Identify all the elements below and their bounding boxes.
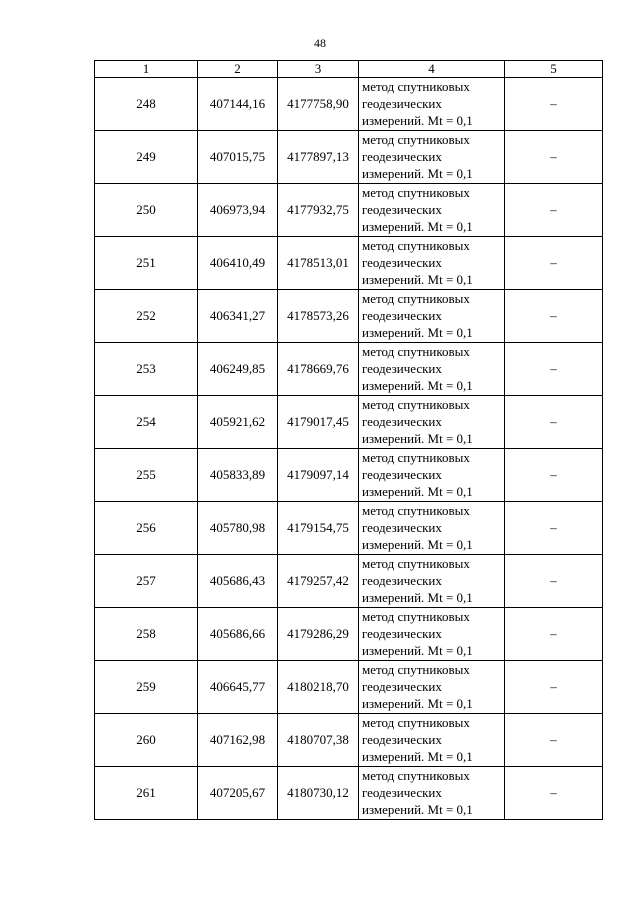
- method-text-line: метод спутниковых: [362, 715, 470, 731]
- y-coordinate-cell: 4177897,13: [278, 130, 359, 183]
- y-coordinate-cell: 4178513,01: [278, 236, 359, 289]
- method-cell: [359, 554, 505, 607]
- point-number-cell: 258: [95, 607, 198, 660]
- method-text-line: измерений. Mt = 0,1: [362, 219, 473, 235]
- method-text-line: метод спутниковых: [362, 79, 470, 95]
- method-text-line: геодезических: [362, 679, 442, 695]
- column-header-4: 4: [359, 61, 505, 78]
- point-number-cell: 253: [95, 342, 198, 395]
- x-coordinate-cell: 406973,94: [198, 183, 278, 236]
- point-number-cell: 257: [95, 554, 198, 607]
- x-coordinate-cell: 405921,62: [198, 395, 278, 448]
- y-coordinate-cell: 4179017,45: [278, 395, 359, 448]
- method-text-line: метод спутниковых: [362, 397, 470, 413]
- method-cell: [359, 713, 505, 766]
- column-5-cell: –: [505, 660, 603, 713]
- method-cell: [359, 130, 505, 183]
- method-text-line: геодезических: [362, 573, 442, 589]
- method-text-line: измерений. Mt = 0,1: [362, 484, 473, 500]
- method-cell: [359, 660, 505, 713]
- method-text-line: метод спутниковых: [362, 503, 470, 519]
- x-coordinate-cell: 407144,16: [198, 77, 278, 130]
- page-number: 48: [314, 36, 326, 50]
- table-row: [95, 289, 603, 342]
- method-text-line: измерений. Mt = 0,1: [362, 113, 473, 129]
- method-cell: [359, 448, 505, 501]
- method-text-line: метод спутниковых: [362, 609, 470, 625]
- column-header-5: 5: [505, 61, 603, 78]
- x-coordinate-cell: 406249,85: [198, 342, 278, 395]
- point-number-cell: 249: [95, 130, 198, 183]
- column-5-cell: –: [505, 501, 603, 554]
- column-5-cell: –: [505, 183, 603, 236]
- point-number-cell: 251: [95, 236, 198, 289]
- table-row: [95, 236, 603, 289]
- method-text-line: геодезических: [362, 414, 442, 430]
- method-text-line: метод спутниковых: [362, 291, 470, 307]
- y-coordinate-cell: 4180707,38: [278, 713, 359, 766]
- point-number-cell: 250: [95, 183, 198, 236]
- x-coordinate-cell: 406341,27: [198, 289, 278, 342]
- y-coordinate-cell: 4179257,42: [278, 554, 359, 607]
- table-row: [95, 395, 603, 448]
- column-5-cell: –: [505, 77, 603, 130]
- method-text-line: измерений. Mt = 0,1: [362, 431, 473, 447]
- method-text-line: метод спутниковых: [362, 132, 470, 148]
- column-5-cell: –: [505, 342, 603, 395]
- y-coordinate-cell: 4179154,75: [278, 501, 359, 554]
- point-number-cell: 256: [95, 501, 198, 554]
- method-text-line: измерений. Mt = 0,1: [362, 378, 473, 394]
- column-header-2: 2: [198, 61, 278, 78]
- method-cell: [359, 501, 505, 554]
- y-coordinate-cell: 4179097,14: [278, 448, 359, 501]
- method-cell: [359, 289, 505, 342]
- table-row: [95, 660, 603, 713]
- x-coordinate-cell: 405686,43: [198, 554, 278, 607]
- method-cell: [359, 342, 505, 395]
- column-5-cell: –: [505, 713, 603, 766]
- method-text-line: метод спутниковых: [362, 662, 470, 678]
- column-5-cell: –: [505, 130, 603, 183]
- y-coordinate-cell: 4178573,26: [278, 289, 359, 342]
- table-row: [95, 342, 603, 395]
- x-coordinate-cell: 407162,98: [198, 713, 278, 766]
- column-5-cell: –: [505, 448, 603, 501]
- method-text-line: метод спутниковых: [362, 238, 470, 254]
- table-row: [95, 448, 603, 501]
- point-number-cell: 252: [95, 289, 198, 342]
- y-coordinate-cell: 4180218,70: [278, 660, 359, 713]
- method-text-line: измерений. Mt = 0,1: [362, 643, 473, 659]
- y-coordinate-cell: 4177758,90: [278, 77, 359, 130]
- method-text-line: геодезических: [362, 255, 442, 271]
- method-text-line: измерений. Mt = 0,1: [362, 325, 473, 341]
- table-row: [95, 501, 603, 554]
- x-coordinate-cell: 406410,49: [198, 236, 278, 289]
- method-text-line: метод спутниковых: [362, 185, 470, 201]
- coordinates-table: [94, 60, 603, 820]
- x-coordinate-cell: 405780,98: [198, 501, 278, 554]
- column-5-cell: –: [505, 607, 603, 660]
- method-text-line: метод спутниковых: [362, 344, 470, 360]
- method-text-line: метод спутниковых: [362, 450, 470, 466]
- y-coordinate-cell: 4179286,29: [278, 607, 359, 660]
- point-number-cell: 260: [95, 713, 198, 766]
- y-coordinate-cell: 4177932,75: [278, 183, 359, 236]
- method-cell: [359, 766, 505, 819]
- table-row: [95, 130, 603, 183]
- method-text-line: измерений. Mt = 0,1: [362, 537, 473, 553]
- y-coordinate-cell: 4178669,76: [278, 342, 359, 395]
- method-text-line: геодезических: [362, 785, 442, 801]
- point-number-cell: 259: [95, 660, 198, 713]
- table-row: [95, 713, 603, 766]
- method-text-line: измерений. Mt = 0,1: [362, 272, 473, 288]
- table-row: [95, 766, 603, 819]
- column-header-3: 3: [278, 61, 359, 78]
- method-cell: [359, 77, 505, 130]
- column-header-1: 1: [95, 61, 198, 78]
- x-coordinate-cell: 407015,75: [198, 130, 278, 183]
- point-number-cell: 261: [95, 766, 198, 819]
- method-text-line: метод спутниковых: [362, 768, 470, 784]
- method-text-line: измерений. Mt = 0,1: [362, 696, 473, 712]
- column-5-cell: –: [505, 395, 603, 448]
- method-cell: [359, 183, 505, 236]
- x-coordinate-cell: 405833,89: [198, 448, 278, 501]
- point-number-cell: 255: [95, 448, 198, 501]
- method-text-line: измерений. Mt = 0,1: [362, 802, 473, 818]
- table-row: [95, 554, 603, 607]
- method-cell: [359, 607, 505, 660]
- method-text-line: геодезических: [362, 149, 442, 165]
- point-number-cell: 248: [95, 77, 198, 130]
- point-number-cell: 254: [95, 395, 198, 448]
- x-coordinate-cell: 406645,77: [198, 660, 278, 713]
- method-text-line: метод спутниковых: [362, 556, 470, 572]
- method-text-line: геодезических: [362, 520, 442, 536]
- method-cell: [359, 236, 505, 289]
- method-text-line: геодезических: [362, 626, 442, 642]
- method-text-line: измерений. Mt = 0,1: [362, 166, 473, 182]
- column-5-cell: –: [505, 766, 603, 819]
- x-coordinate-cell: 407205,67: [198, 766, 278, 819]
- table-row: [95, 183, 603, 236]
- method-cell: [359, 395, 505, 448]
- column-5-cell: –: [505, 289, 603, 342]
- table-row: [95, 607, 603, 660]
- table-header-row: [95, 61, 603, 78]
- y-coordinate-cell: 4180730,12: [278, 766, 359, 819]
- method-text-line: измерений. Mt = 0,1: [362, 590, 473, 606]
- method-text-line: геодезических: [362, 467, 442, 483]
- method-text-line: геодезических: [362, 732, 442, 748]
- method-text-line: геодезических: [362, 202, 442, 218]
- method-text-line: измерений. Mt = 0,1: [362, 749, 473, 765]
- method-text-line: геодезических: [362, 96, 442, 112]
- method-text-line: геодезических: [362, 308, 442, 324]
- column-5-cell: –: [505, 236, 603, 289]
- table-body: [95, 77, 603, 819]
- x-coordinate-cell: 405686,66: [198, 607, 278, 660]
- table-row: [95, 77, 603, 130]
- column-5-cell: –: [505, 554, 603, 607]
- method-text-line: геодезических: [362, 361, 442, 377]
